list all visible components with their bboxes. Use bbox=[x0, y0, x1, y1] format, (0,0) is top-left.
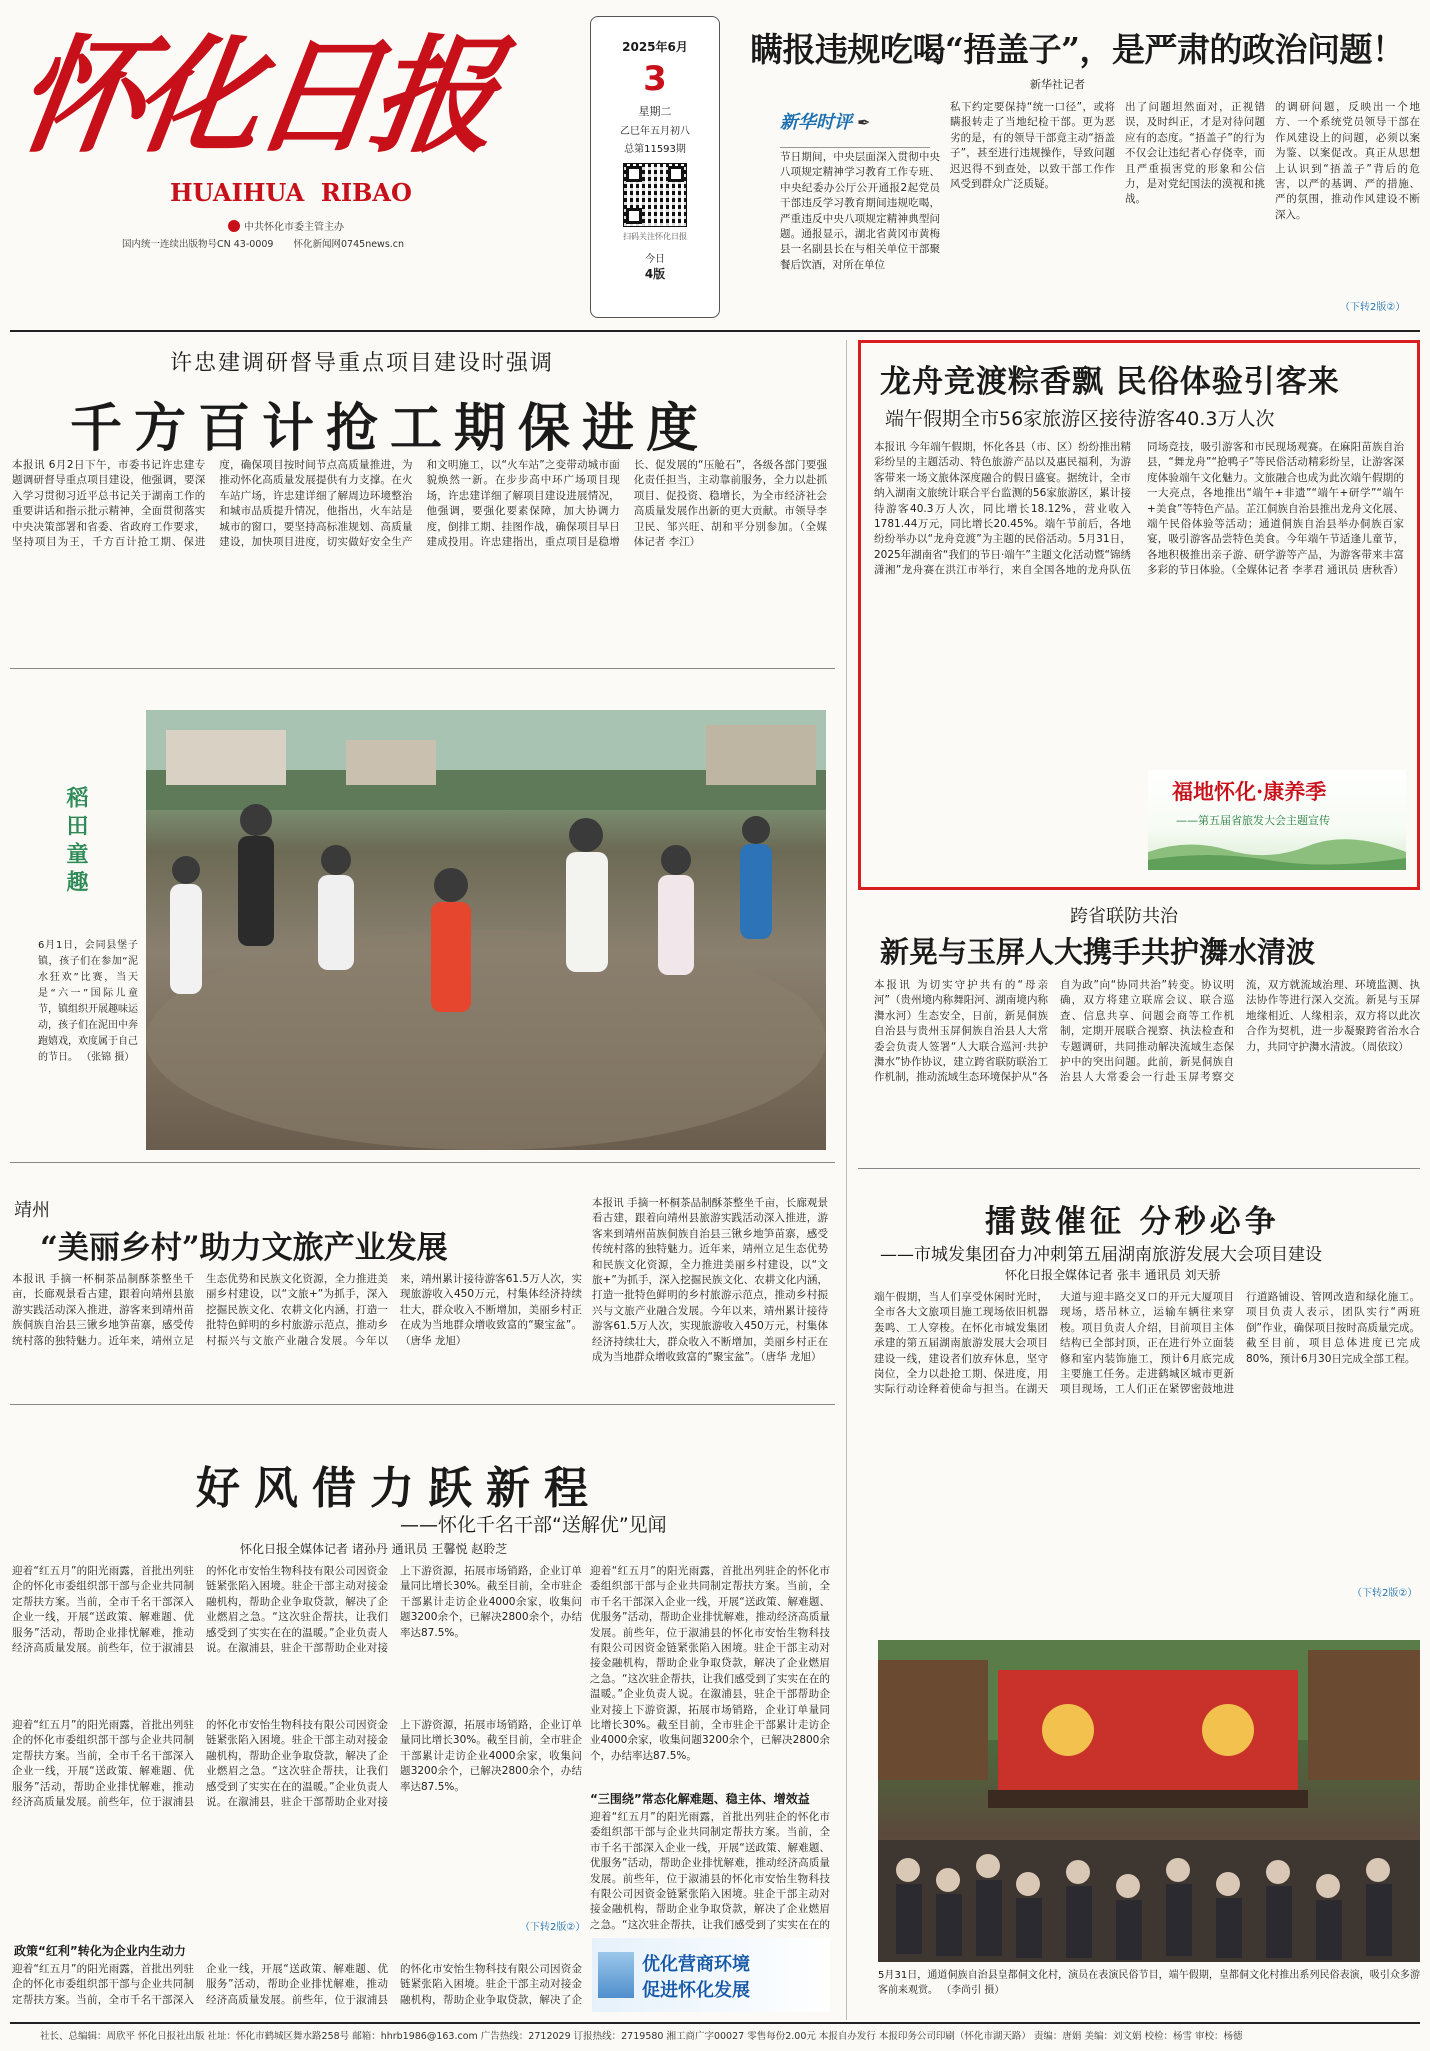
top-headline: 瞒报违规吃喝“捂盖子”，是严肃的政治问题！ bbox=[750, 30, 1405, 69]
article4-headline: “美丽乡村”助力文旅产业发展 bbox=[40, 1230, 448, 1266]
article6-subheading2: 政策“红利”转化为企业内生动力 bbox=[14, 1944, 186, 1958]
article6-text-d: 迎着“红五月”的阳光雨露，首批出列驻企的怀化市委组织部干部与企业共同制定帮扶方案。当前，全市千名干部深入企业一线，开展“送政策、解难题、优服务”活动，帮助企业排忧解难，推动经济高质量发展。前些年，位于淑浦县的怀化市安怡生物科技有限公司因资金链紧张陷入困境。驻企干部主动对接金融机构，帮助企业争取贷款，解决了企业燃眉之急。“这次驻企帮扶，让我们感受到了实实在在的 bbox=[590, 1811, 830, 1930]
article2-subhead: 端午假期全市56家旅游区接待游客40.3万人次 bbox=[885, 408, 1275, 430]
photo1-rule bbox=[10, 1162, 835, 1163]
article4-rule bbox=[10, 1404, 835, 1405]
article1-kicker: 许忠建调研督导重点项目建设时强调 bbox=[170, 351, 555, 376]
qr-code[interactable] bbox=[623, 163, 687, 227]
article5-continued[interactable]: （下转2版②） bbox=[1352, 1588, 1418, 1599]
photo2-credit: （李尚引 摄） bbox=[941, 1985, 1005, 1996]
ad-title: 福地怀化·康养季 bbox=[1172, 779, 1327, 804]
pages-label: 今日 bbox=[645, 254, 665, 265]
article6-headline: 好风借力跃新程 bbox=[196, 1463, 602, 1514]
weekday: 星期二 bbox=[638, 105, 672, 118]
masthead-title: 怀化日报 bbox=[7, 22, 501, 170]
article6-ad[interactable] bbox=[592, 1938, 830, 2012]
masthead-publisher: 中共怀化市委主管主办 bbox=[228, 218, 344, 233]
article2-ad[interactable] bbox=[1148, 770, 1406, 870]
date-line: 2025年6月 bbox=[622, 40, 688, 54]
photo2-caption: 5月31日，通道侗族自治县皇都侗文化村，演员在表演民俗节目，端午假期，皇都侗文化村推出系列民俗表演，吸引众多游客前来观赏。 （李尚引 摄） bbox=[878, 1970, 1420, 1996]
article5-subhead: ——市城发集团奋力冲刺第五届湖南旅游发展大会项目建设 bbox=[880, 1245, 1322, 1265]
top-col-1: 节日期间，中央层面深入贯彻中央八项规定精神学习教育工作专班、中央纪委办公厅公开通报2起党员干部违反学习教育期间违规吃喝，严重违反中央八项规定精神典型问题。通报显示，湖北省黄冈市黄梅县一名副县长在与相关单位干部聚餐后饮酒，对所在单位 bbox=[780, 151, 940, 271]
column-divider bbox=[846, 340, 847, 2020]
photo1-credit: （张锦 摄） bbox=[81, 1052, 135, 1063]
party-emblem-icon bbox=[228, 220, 240, 232]
article1-text: 本报讯 6月2日下午，市委书记许忠建专题调研督导重点项目建设，他强调，要深入学习贯彻习近平总书记关于湖南工作的重要讲话和指示批示精神，全面贯彻落实中央决策部署和省委、省政府工作要求，坚持项目为王，千方百计抢工期、保进度，确保项目按时间节点高质量推进，为推动怀化高质量发展提供有力支撑。在火车站广场，许忠建详细了解周边环境整治和城市品质提升情况，他指出，火车站是城市的窗口，要坚持高标准规划、高质量建设，加快项目进度，切实做好安全生产和文明施工，以“火车站”之变带动城市面貌焕然一新。在步步高中环广场项目现场，许忠建详细了解项目建设进展情况，他强调，要强化要素保障，加大协调力度，倒排工期、挂图作战，确保项目早日建成投用。许忠建指出，重点项目是稳增长、促发展的“压舱石”，各级各部门要强化责任担当，主动靠前服务，全力以赴抓项目、促投资、稳增长，为全市经济社会高质量发展作出新的更大贡献。市领导李卫民、邹兴旺、胡和平分别参加。（全媒体记者 李江） bbox=[12, 459, 827, 549]
article5-text: 端午假期，当人们享受休闲时光时，全市各大文旅项目施工现场依旧机器轰鸣、工人穿梭。在怀化市城发集团承建的第五届湖南旅游发展大会项目建设一线，建设者们放弃休息，坚守岗位，全力以赴抢工期、保进度，用实际行动诠释着使命与担当。在湖天大道与迎丰路交叉口的开元大厦项目现场，塔吊林立，运输车辆往来穿梭。项目负责人介绍，目前项目主体结构已全部封顶，正在进行外立面装修和室内装饰施工，预计6月底完成主要施工任务。走进鹤城区城市更新项目现场，工人们正在紧锣密鼓地进行道路铺设、管网改造和绿化施工。项目负责人表示，团队实行“两班倒”作业，确保项目按时高质量完成。截至目前，项目总体进度已完成80%，预计6月30日完成全部工程。 bbox=[874, 1291, 1420, 1396]
photo1-image bbox=[146, 710, 826, 1150]
top-continued[interactable]: （下转2版②） bbox=[1340, 302, 1406, 313]
article6-continued[interactable]: （下转2版②） bbox=[520, 1922, 586, 1933]
article5-byline: 怀化日报全媒体记者 张丰 通讯员 刘天骄 bbox=[1005, 1268, 1221, 1282]
top-col-2: 私下约定要保持“统一口径”，或将瞒报转走了当地纪检干部。更为恶劣的是，有的领导干部竟主动“捂盖子”，甚至进行违规操作，导致问题迟迟得不到查处，以致干部工作作风受到群众广泛质疑。 bbox=[950, 101, 1115, 191]
top-byline: 新华社记者 bbox=[1030, 78, 1085, 91]
photo1-title: 稻田童趣 bbox=[63, 786, 88, 898]
pen-icon: ✒ bbox=[857, 113, 871, 132]
article1-headline: 千方百计抢工期保进度 bbox=[70, 398, 711, 459]
masthead-registration: 国内统一连续出版物号CN 43-0009 怀化新闻网0745news.cn bbox=[122, 239, 405, 250]
column-logo bbox=[780, 108, 930, 148]
issue-number: 总第11593期 bbox=[624, 144, 686, 155]
article3-rule bbox=[858, 1168, 1420, 1169]
article6-subhead: ——怀化千名干部“送解优”见闻 bbox=[400, 1514, 667, 1536]
article2-headline: 龙舟竞渡粽香飘 民俗体验引客来 bbox=[880, 364, 1340, 400]
article6-text-e: 迎着“红五月”的阳光雨露，首批出列驻企的怀化市委组织部干部与企业共同制定帮扶方案。当前，全市千名干部深入企业一线，开展“送政策、解难题、优服务”活动，帮助企业排忧解难，推动经济高质量发展。前些年，位于淑浦县的怀化市安怡生物科技有限公司因资金链紧张陷入困境。驻企干部主动对接金融机构，帮助企业争取贷款，解决了企 bbox=[12, 1963, 582, 2006]
photo1-caption: 6月1日，会同县堡子镇，孩子们在参加“泥水狂欢”比赛，当天是“六一”国际儿童节，镇组织开展趣味运动，孩子们在泥田中奔跑嬉戏，欢度属于自己的节日。 （张锦 摄） bbox=[38, 940, 138, 1063]
article5-headline: 擂鼓催征 分秒必争 bbox=[985, 1204, 1280, 1240]
article2-text: 本报讯 今年端午假期，怀化各县（市、区）纷纷推出精彩纷呈的主题活动、特色旅游产品以及惠民福利，为游客带来一场文旅体深度融合的假日盛宴。据统计，全市纳入湖南文旅统计联合平台监测的56家旅游区，累计接待游客40.3万人次，同比增长18.12%，营业收入1781.44万元，同比增长20.45%。端午节前后，各地纷纷举办以“龙舟竞渡”为主题的民俗活动。5月31日，2025年湖南省“我们的节日·端午”主题文化活动暨“锦绣潇湘”龙舟赛在洪江市举行，来自全国各地的龙舟队伍同场竞技，吸引游客和市民现场观赛。在麻阳苗族自治县，“舞龙舟”“抢鸭子”等民俗活动精彩纷呈，让游客深度体验端午文化魅力。文旅融合也成为此次端午假期的一大亮点，各地推出“端午+非遗”“端午+研学”“端午+美食”等特色产品。芷江侗族自治县推出龙舟文化展、端午民俗体验等活动；通道侗族自治县举办侗族百家宴，吸引游客品尝特色美食。今年端午节适逢儿童节，各地积极推出亲子游、研学游等产品，为游客带来丰富多彩的节日体验。（全媒体记者 李孝君 通讯员 唐秋香） bbox=[874, 441, 1404, 577]
photo1-scene bbox=[146, 710, 826, 1150]
top-col-3: 出了问题坦然面对，正视错误，及时纠正，才是对待问题应有的态度。“捂盖子”的行为不仅会让违纪者心存侥幸，而且严重损害党的形象和公信力，是对党纪国法的漠视和挑战。 bbox=[1125, 101, 1265, 206]
article6-byline: 怀化日报全媒体记者 诸孙丹 通讯员 王馨悦 赵聆芝 bbox=[240, 1542, 508, 1556]
ad-building-icon bbox=[598, 1952, 634, 1998]
article6-text-b: 迎着“红五月”的阳光雨露，首批出列驻企的怀化市委组织部干部与企业共同制定帮扶方案。当前，全市千名干部深入企业一线，开展“送政策、解难题、优服务”活动，帮助企业排忧解难，推动经济高质量发展。前些年，位于淑浦县的怀化市安怡生物科技有限公司因资金链紧张陷入困境。驻企干部主动对接金融机构，帮助企业争取贷款，解决了企业燃眉之急。“这次驻企帮扶，让我们感受到了实实在在的温暖。”企业负责人说。在溆浦县，驻企干部帮助企业对接上下游资源，拓展市场销路，企业订单量同比增长30%。截至目前，全市驻企干部累计走访企业4000余家，收集问题3200余个，已解决2800余个，办结率达87.5%。 bbox=[12, 1719, 582, 1809]
pages-count: 4版 bbox=[644, 267, 666, 281]
date-day: 3 bbox=[643, 59, 667, 99]
footer-text: 社长、总编辑：周欣平 怀化日报社出版 社址：怀化市鹤城区舞水路258号 邮箱：hhrb1986@163.com 广告热线：2712029 订报热线：2719580 湘工商广字00027 零售每份2.00元 本报自办发行 本报印务公司印刷（怀化市湖天路） 责编：唐娟 美编：刘文娟 校检：杨雪 审校：杨德 bbox=[40, 2031, 1243, 2042]
photo1-sidebar bbox=[12, 710, 142, 1150]
photo2-scene bbox=[878, 1640, 1420, 1962]
article4-text-right: 本报讯 手摘一杯桐茶品制酥茶整坐千亩，长廊观景看古建，跟着向靖州县旅游实践活动深入推进，游客来到靖州苗族侗族自治县三锹乡地笋苗寨，感受传统村落的独特魅力。近年来，靖州立足生态优势和民族文化资源，全力推进美丽乡村建设，以“文旅+”为抓手，深入挖掘民族文化、农耕文化内涵，打造一批特色鲜明的乡村旅游示范点，推动乡村振兴与文旅产业融合发展。今年以来，靖州累计接待游客61.5万人次，实现旅游收入450万元，村集体经济持续壮大，群众收入不断增加，美丽乡村正在成为当地群众增收致富的“聚宝盆”。（唐华 龙旭） bbox=[592, 1197, 828, 1364]
article3-kicker: 跨省联防共治 bbox=[1070, 906, 1178, 927]
masthead bbox=[7, 8, 590, 258]
qr-caption: 扫码关注怀化日报 bbox=[623, 232, 687, 241]
ad-line1: 优化营商环境 bbox=[642, 1954, 750, 1975]
article6-text-c: 迎着“红五月”的阳光雨露，首批出列驻企的怀化市委组织部干部与企业共同制定帮扶方案。当前，全市千名干部深入企业一线，开展“送政策、解难题、优服务”活动，帮助企业排忧解难，推动经济高质量发展。前些年，位于淑浦县的怀化市安怡生物科技有限公司因资金链紧张陷入困境。驻企干部主动对接金融机构，帮助企业争取贷款，解决了企业燃眉之急。“这次驻企帮扶，让我们感受到了实实在在的温暖。”企业负责人说。在溆浦县，驻企干部帮助企业对接上下游资源，拓展市场销路，企业订单量同比增长30%。截至目前，全市驻企干部累计走访企业4000余家，收集问题3200余个，已解决2800余个，办结率达87.5%。 bbox=[590, 1565, 830, 1762]
article4-kicker: 靖州 bbox=[14, 1200, 50, 1221]
masthead-rule bbox=[10, 330, 1420, 332]
article3-headline: 新晃与玉屏人大携手共护㵲水清波 bbox=[880, 935, 1316, 969]
masthead-pinyin: HUAIHUA RIBAO bbox=[170, 178, 412, 207]
article6-text-a: 迎着“红五月”的阳光雨露，首批出列驻企的怀化市委组织部干部与企业共同制定帮扶方案。当前，全市千名干部深入企业一线，开展“送政策、解难题、优服务”活动，帮助企业排忧解难，推动经济高质量发展。前些年，位于淑浦县的怀化市安怡生物科技有限公司因资金链紧张陷入困境。驻企干部主动对接金融机构，帮助企业争取贷款，解决了企业燃眉之急。“这次驻企帮扶，让我们感受到了实实在在的温暖。”企业负责人说。在溆浦县，驻企干部帮助企业对接上下游资源，拓展市场销路，企业订单量同比增长30%。截至目前，全市驻企干部累计走访企业4000余家，收集问题3200余个，已解决2800余个，办结率达87.5%。 bbox=[12, 1565, 582, 1655]
article1-rule bbox=[10, 668, 835, 669]
ad-landscape bbox=[1148, 830, 1406, 870]
column-logo-text: 新华时评 bbox=[780, 112, 852, 133]
footer-rule bbox=[10, 2022, 1420, 2024]
photo2-image bbox=[878, 1640, 1420, 1962]
top-col-4: 的调研问题，反映出一个地方、一个系统党员领导干部在作风建设上的问题，必须以案为鉴、以案促改。真正从思想上认识到“捂盖子”背后的危害，以严的基调、严的措施、严的氛围，推动作风建设不断深入。 bbox=[1275, 101, 1420, 221]
article6-subheading1: “三围绕”常态化解难题、稳主体、增效益 bbox=[590, 1792, 810, 1806]
article4-text: 本报讯 手摘一杯桐茶品制酥茶整坐千亩，长廊观景看古建，跟着向靖州县旅游实践活动深入推进，游客来到靖州苗族侗族自治县三锹乡地笋苗寨，感受传统村落的独特魅力。近年来，靖州立足生态优势和民族文化资源，全力推进美丽乡村建设，以“文旅+”为抓手，深入挖掘民族文化、农耕文化内涵，打造一批特色鲜明的乡村旅游示范点，推动乡村振兴与文旅产业融合发展。今年以来，靖州累计接待游客61.5万人次，实现旅游收入450万元，村集体经济持续壮大，群众收入不断增加，美丽乡村正在成为当地群众增收致富的“聚宝盆”。（唐华 龙旭） bbox=[12, 1273, 582, 1347]
lunar-date: 乙巳年五月初八 bbox=[620, 126, 690, 137]
date-box-content bbox=[590, 16, 720, 282]
ad-subtitle: ——第五届省旅发大会主题宣传 bbox=[1176, 814, 1330, 827]
article3-text: 本报讯 为切实守护共有的“母亲河”（贵州境内称舞阳河、湖南境内称㵲水河）生态安全，日前，新晃侗族自治县与贵州玉屏侗族自治县人大常委会负责人签署“人大联合巡河·共护㵲水”协作协议，建立跨省联防联治工作机制，推动流域生态环境保护从“各自为政”向“协同共治”转变。协议明确，双方将建立联席会议、联合巡查、信息共享、问题会商等工作机制，定期开展联合视察、执法检查和专题调研，共同推动解决流域生态保护中的突出问题。此前，新晃侗族自治县人大常委会一行赴玉屏考察交流，双方就流域治理、环境监测、执法协作等进行深入交流。新晃与玉屏地缘相近、人缘相亲，双方将以此次合作为契机，进一步凝聚跨省治水合力，共同守护㵲水清波。（周依玟） bbox=[874, 979, 1420, 1084]
ad-line2: 促进怀化发展 bbox=[642, 1980, 750, 2001]
